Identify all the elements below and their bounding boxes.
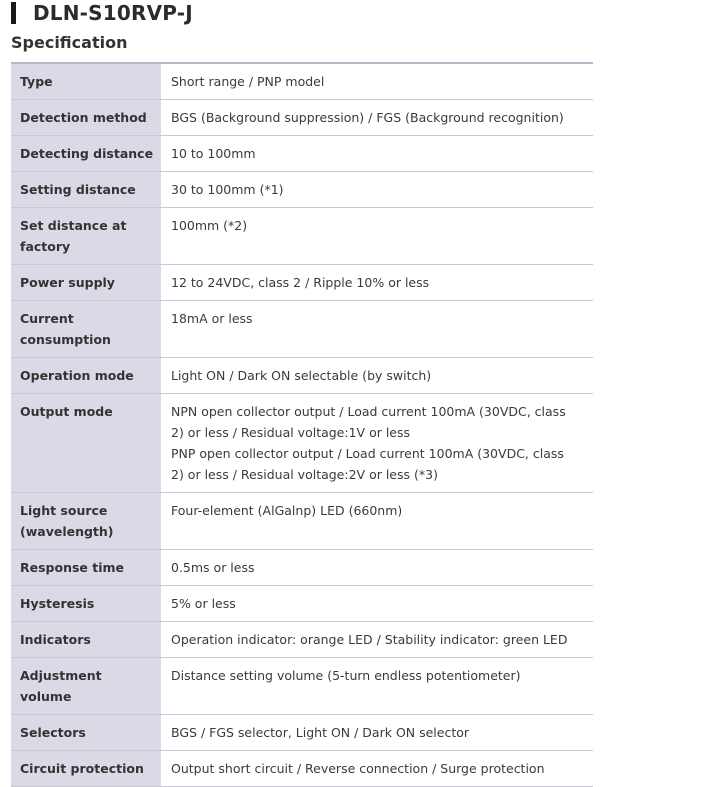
- spec-label: Adjustment volume: [11, 658, 161, 715]
- spec-label: Detection method: [11, 100, 161, 136]
- spec-row: [11, 136, 593, 172]
- spec-label: Output mode: [11, 394, 161, 493]
- spec-label: Selectors: [11, 715, 161, 751]
- spec-label: Hysteresis: [11, 586, 161, 622]
- spec-label: Operation mode: [11, 358, 161, 394]
- spec-value: PNP open collector output / Load current 100mA (30VDC, class 2) or less / Residual voltage:2V or less (*3): [171, 446, 564, 482]
- spec-value: Operation indicator: orange LED / Stability indicator: green LED: [171, 632, 568, 647]
- spec-label: Current consumption: [11, 301, 161, 358]
- spec-label: Detecting distance: [11, 136, 161, 172]
- spec-value-cell: [161, 63, 593, 100]
- spec-value-cell: [161, 658, 593, 715]
- spec-row: [11, 715, 593, 751]
- spec-value: 10 to 100mm: [171, 146, 256, 161]
- spec-label: Type: [11, 63, 161, 100]
- spec-value: BGS (Background suppression) / FGS (Background recognition): [171, 110, 564, 125]
- spec-row: [11, 493, 593, 550]
- spec-row: [11, 63, 593, 100]
- spec-row: [11, 658, 593, 715]
- spec-value: 100mm (*2): [171, 218, 248, 233]
- product-title: DLN-S10RVP-J: [33, 1, 193, 25]
- spec-value: Four-element (AlGalnp) LED (660nm): [171, 503, 403, 518]
- spec-row: [11, 586, 593, 622]
- spec-value: 12 to 24VDC, class 2 / Ripple 10% or less: [171, 275, 430, 290]
- spec-value-cell: [161, 493, 593, 550]
- spec-row: [11, 550, 593, 586]
- spec-row: [11, 265, 593, 301]
- spec-label: Circuit protection: [11, 751, 161, 787]
- spec-value: Distance setting volume (5-turn endless potentiometer): [171, 668, 521, 683]
- spec-value-cell: [161, 358, 593, 394]
- spec-value-cell: [161, 301, 593, 358]
- spec-value-cell: [161, 265, 593, 301]
- spec-value-cell: [161, 208, 593, 265]
- spec-value: BGS / FGS selector, Light ON / Dark ON selector: [171, 725, 470, 740]
- spec-value-cell: [161, 751, 593, 787]
- spec-label: Response time: [11, 550, 161, 586]
- spec-row: [11, 622, 593, 658]
- spec-row: [11, 301, 593, 358]
- spec-value-cell: [161, 136, 593, 172]
- spec-value: 0.5ms or less: [171, 560, 255, 575]
- spec-value-cell: [161, 586, 593, 622]
- spec-row: [11, 208, 593, 265]
- spec-value: 30 to 100mm (*1): [171, 182, 284, 197]
- section-title: Specification: [11, 33, 128, 52]
- spec-value: Output short circuit / Reverse connection / Surge protection: [171, 761, 545, 776]
- spec-table: [11, 62, 593, 787]
- spec-row: [11, 358, 593, 394]
- spec-row: [11, 172, 593, 208]
- spec-row: [11, 394, 593, 493]
- spec-value: Short range / PNP model: [171, 74, 325, 89]
- spec-value-cell: [161, 715, 593, 751]
- spec-value: 18mA or less: [171, 311, 253, 326]
- spec-value-cell: [161, 550, 593, 586]
- spec-value-cell: [161, 622, 593, 658]
- spec-value: NPN open collector output / Load current 100mA (30VDC, class 2) or less / Residual voltage:1V or less: [171, 404, 566, 440]
- spec-label: Indicators: [11, 622, 161, 658]
- spec-label: Light source (wavelength): [11, 493, 161, 550]
- spec-label: Setting distance: [11, 172, 161, 208]
- spec-table-body: [11, 63, 593, 787]
- spec-value: 5% or less: [171, 596, 236, 611]
- heading-accent-bar: [11, 2, 16, 24]
- spec-label: Power supply: [11, 265, 161, 301]
- spec-value-cell: [161, 172, 593, 208]
- spec-row: [11, 100, 593, 136]
- spec-value: Light ON / Dark ON selectable (by switch): [171, 368, 432, 383]
- spec-label: Set distance at factory: [11, 208, 161, 265]
- spec-value-cell: [161, 394, 593, 493]
- spec-value-cell: [161, 100, 593, 136]
- spec-row: [11, 751, 593, 787]
- product-heading: [11, 0, 193, 26]
